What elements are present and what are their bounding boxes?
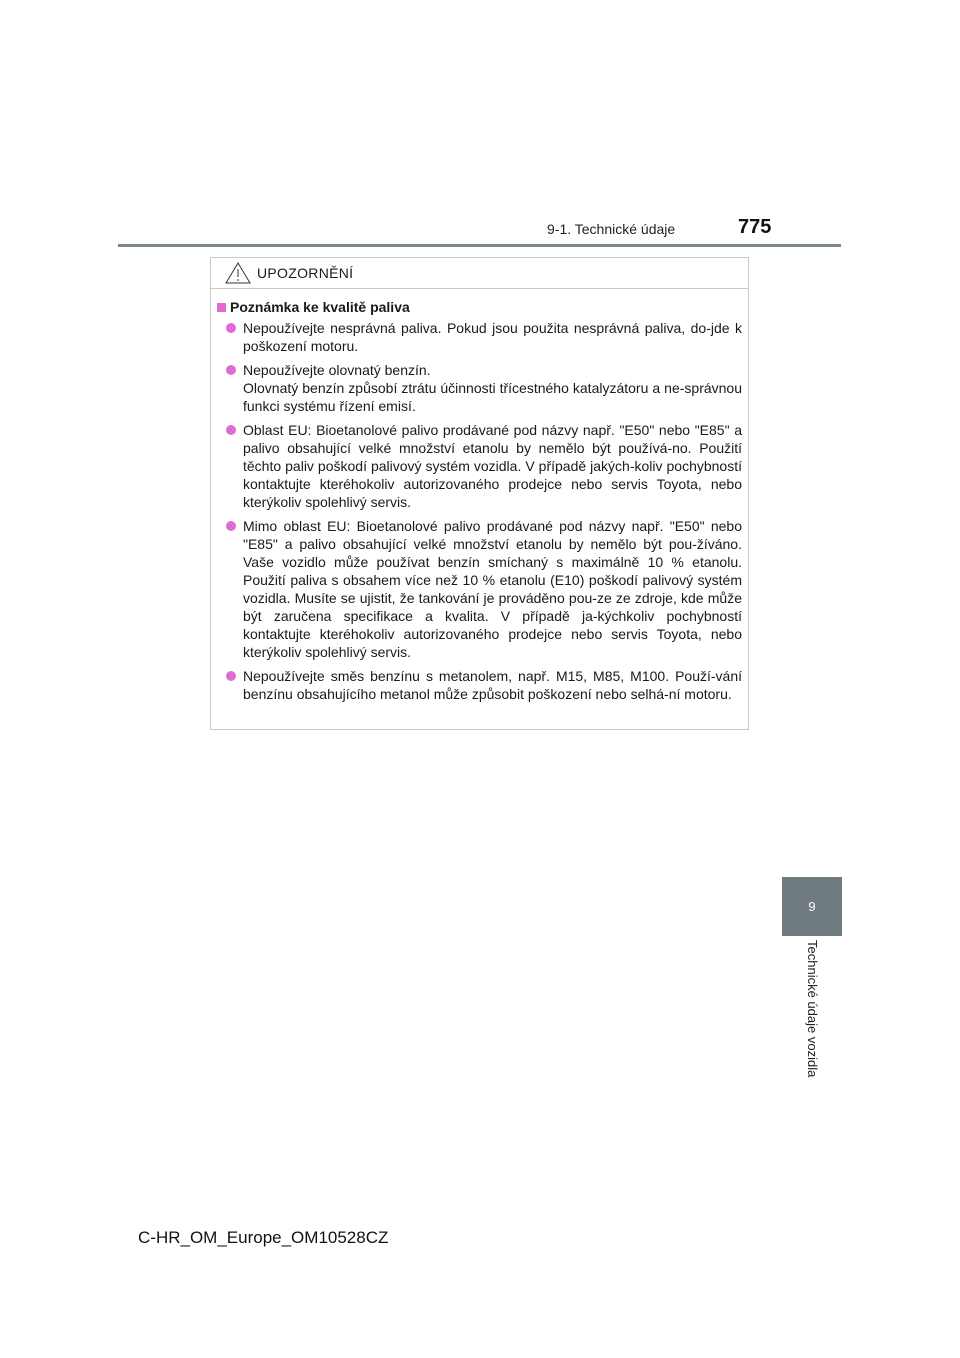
list-item: [217, 319, 742, 355]
list-item-text: Nepoužívejte směs benzínu s metanolem, např. M15, M85, M100. Použí-vání benzínu obsahujícího metanol může způsobit poškození nebo selhá-ní motoru.: [243, 668, 742, 702]
warning-triangle-icon: [225, 262, 251, 284]
bullet-dot-icon: [226, 425, 236, 435]
warning-box: [210, 257, 749, 730]
list-item: [217, 421, 742, 511]
list-item-text: Nepoužívejte olovnatý benzín. Olovnatý benzín způsobí ztrátu účinnosti třícestného katalyzátoru a ne-správnou funkci systému řízení emisí.: [243, 362, 742, 414]
list-item: [217, 667, 742, 703]
chapter-number: 9: [808, 899, 816, 914]
warning-title: UPOZORNĚNÍ: [257, 265, 354, 281]
list-item: [217, 361, 742, 415]
bullet-dot-icon: [226, 365, 236, 375]
bullet-dot-icon: [226, 323, 236, 333]
list-item: [217, 517, 742, 661]
chapter-tab: [782, 877, 842, 936]
chapter-title: Technické údaje vozidla: [805, 940, 820, 1078]
document-id: C-HR_OM_Europe_OM10528CZ: [138, 1228, 389, 1247]
square-bullet-icon: [217, 303, 226, 312]
section-title-text: Poznámka ke kvalitě paliva: [230, 299, 410, 315]
header-divider: [118, 244, 841, 247]
list-item-text: Nepoužívejte nesprávná paliva. Pokud jsou použita nesprávná paliva, do-jde k poškození motoru.: [243, 320, 742, 354]
bullet-dot-icon: [226, 521, 236, 531]
page-number: 775: [738, 216, 772, 238]
bullet-dot-icon: [226, 671, 236, 681]
warning-body: [211, 289, 748, 703]
section-heading: 9-1. Technické údaje: [547, 221, 676, 237]
warning-header: [211, 258, 748, 289]
list-item-text: Oblast EU: Bioetanolové palivo prodávané pod názvy např. "E50" nebo "E85" a palivo obsahující velké množství etanolu by nemělo být používá-no. Použití těchto paliv poškodí palivový systém vozidla. V případě jakých-koliv pochybností kontaktujte kteréhokoliv autorizovaného prodejce nebo servis Toyota, nebo kterýkoliv spolehlivý servis.: [243, 422, 742, 510]
list-item-text: Mimo oblast EU: Bioetanolové palivo prodávané pod názvy např. "E50" nebo "E85" a palivo obsahující velké množství etanolu by nemělo být pou-žíváno. Vaše vozidlo může používat benzín smíchaný s maximálně 10 % etanolu. Použití paliva s obsahem více než 10 % etanolu (E10) poškodí palivový systém vozidla. Musíte se ujistit, že tankování je prováděno pou-ze ze zdroje, kde může být zaručena specifikace a kvalita. V případě ja-kýchkoliv pochybností kontaktujte kteréhokoliv autorizovaného prodejce nebo servis Toyota, nebo kterýkoliv spolehlivý servis.: [243, 518, 742, 660]
section-title: [217, 299, 742, 315]
